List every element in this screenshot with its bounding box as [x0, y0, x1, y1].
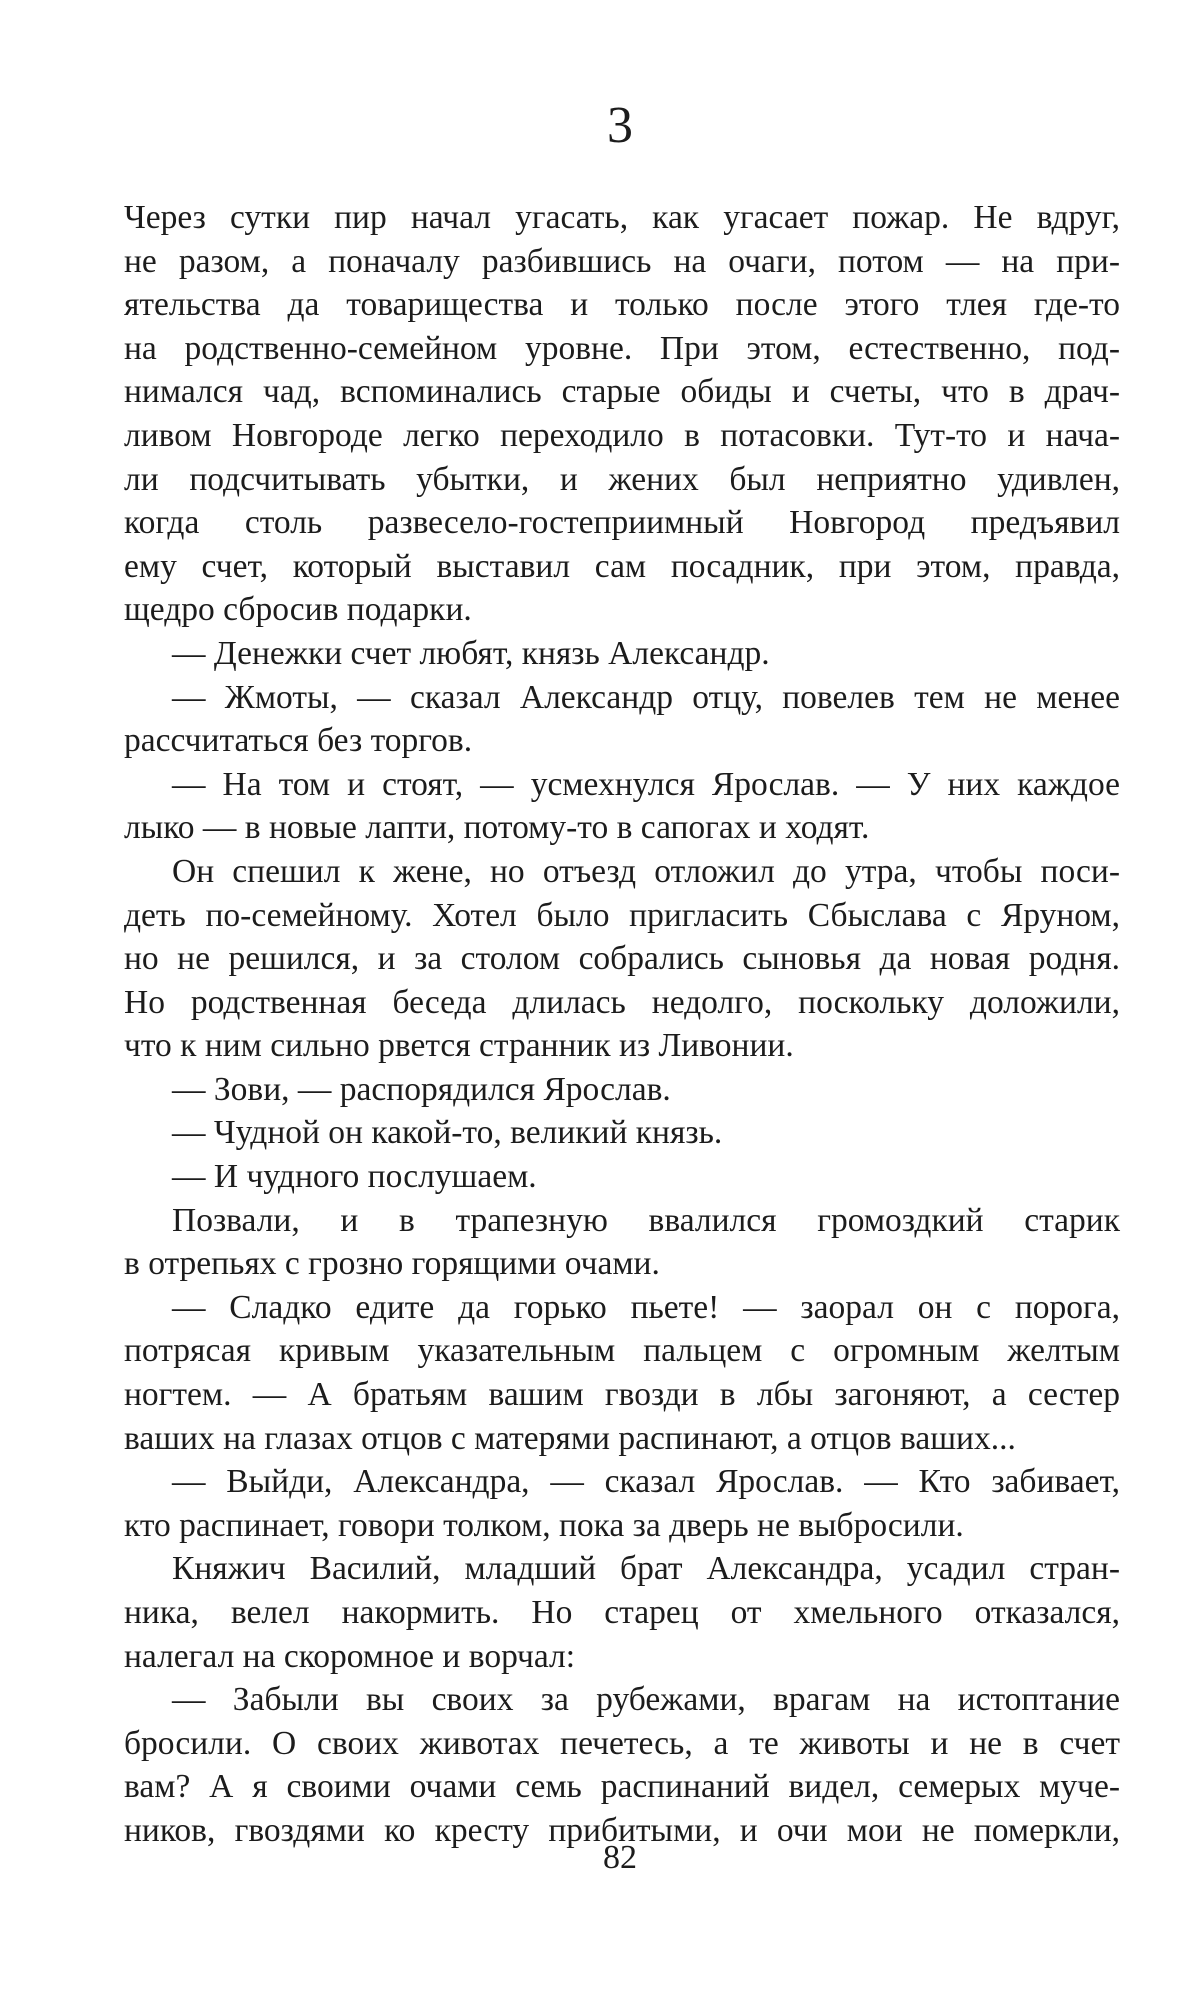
text-line: вам? А я своими очами семь распинаний видел, семерых муче-: [124, 1768, 1120, 1806]
text-line: ли подсчитывать убытки, и жених был неприятно удивлен,: [124, 460, 1120, 498]
text-line: Через сутки пир начал угасать, как угасает пожар. Не вдруг,: [124, 199, 1120, 236]
text-line: ятельства да товарищества и только после этого тлея где-то: [124, 286, 1120, 324]
text-line: бросили. О своих животах печетесь, а те животы и не в счет: [124, 1724, 1120, 1762]
text-line: ника, велел накормить. Но старец от хмельного отказался,: [124, 1594, 1120, 1631]
text-line: нимался чад, вспоминались старые обиды и счеты, что в драч-: [124, 373, 1120, 411]
text-line: — Сладко едите да горько пьете! — заорал он с порога,: [172, 1288, 1120, 1326]
text-line: — Денежки счет любят, князь Александр.: [172, 634, 770, 672]
text-line: не разом, а поначалу разбившись на очаги, потом — на при-: [124, 242, 1120, 280]
text-line: кто распинает, говори толком, пока за дверь не выбросили.: [124, 1506, 964, 1544]
text-line: в отрепьях с грозно горящими очами.: [124, 1245, 660, 1283]
text-line: ногтем. — А братьям вашим гвозди в лбы загоняют, а сестер: [124, 1376, 1120, 1414]
text-line: ему счет, который выставил сам посадник, при этом, правда,: [124, 547, 1120, 585]
text-line: Он спешил к жене, но отъезд отложил до утра, чтобы поси-: [172, 852, 1120, 890]
text-line: — Забыли вы своих за рубежами, врагам на истоптание: [172, 1681, 1120, 1719]
text-line: Княжич Василий, младший брат Александра, усадил стран-: [172, 1550, 1120, 1588]
text-line: Позвали, и в трапезную ввалился громоздкий старик: [172, 1201, 1120, 1239]
text-line: рассчитаться без торгов.: [124, 722, 473, 760]
text-line: но не решился, и за столом собрались сыновья да новая родня.: [124, 940, 1120, 978]
text-line: на родственно-семейном уровне. При этом, естественно, под-: [124, 329, 1120, 367]
text-line: — И чудного послушаем.: [172, 1158, 537, 1196]
text-line: что к ним сильно рвется странник из Ливонии.: [124, 1027, 794, 1065]
text-line: — Жмоты, — сказал Александр отцу, повелев тем не менее: [172, 678, 1120, 716]
text-line: — Выйди, Александра, — сказал Ярослав. — Кто забивает,: [172, 1463, 1120, 1501]
text-line: налегал на скоромное и ворчал:: [124, 1637, 576, 1675]
text-line: ников, гвоздями ко кресту прибитыми, и очи мои не померкли,: [124, 1811, 1120, 1849]
chapter-number: 3: [607, 97, 633, 154]
text-line: ливом Новгороде легко переходило в потасовки. Тут-то и нача-: [124, 416, 1120, 454]
text-line: деть по-семейному. Хотел было пригласить Сбыслава с Яруном,: [124, 896, 1120, 934]
text-line: — Зови, — распорядился Ярослав.: [172, 1070, 671, 1108]
text-line: ваших на глазах отцов с матерями распинают, а отцов ваших...: [124, 1419, 1016, 1457]
text-line: когда столь развесело-гостеприимный Новгород предъявил: [124, 504, 1120, 542]
page-number: 82: [603, 1839, 637, 1876]
text-line: щедро сбросив подарки.: [124, 591, 472, 629]
text-line: лыко — в новые лапти, потому-то в сапогах и ходят.: [124, 809, 870, 847]
text-line: — На том и стоят, — усмехнулся Ярослав. — У них каждое: [172, 765, 1120, 803]
text-line: потрясая кривым указательным пальцем с огромным желтым: [124, 1332, 1120, 1370]
text-line: — Чудной он какой-то, великий князь.: [172, 1114, 723, 1152]
page-text: [124, 196, 1120, 1853]
text-line: Но родственная беседа длилась недолго, поскольку доложили,: [124, 983, 1120, 1021]
